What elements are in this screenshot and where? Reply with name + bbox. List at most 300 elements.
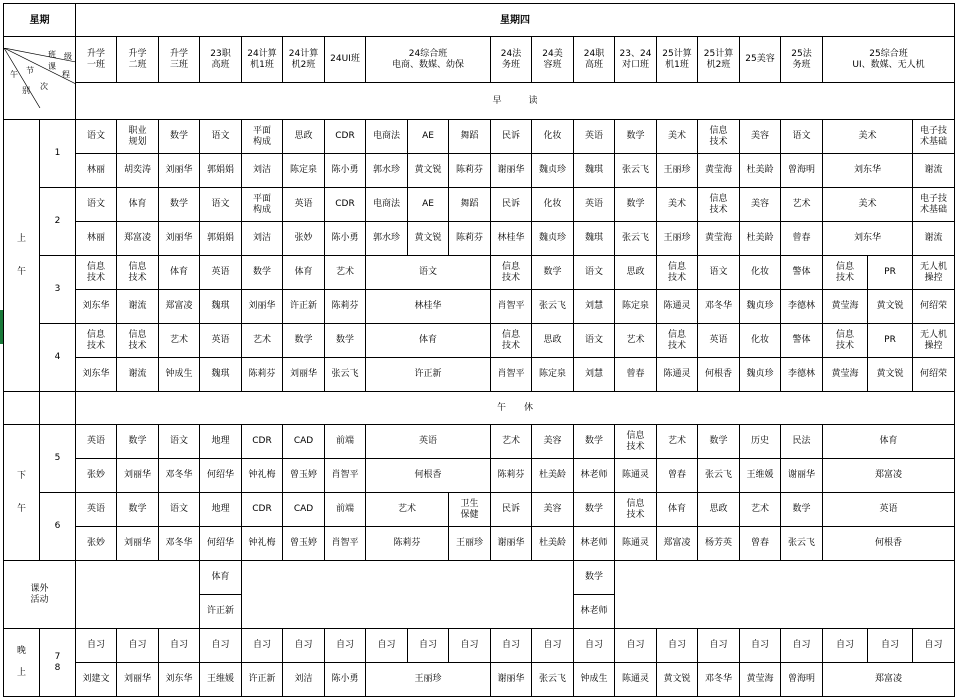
teacher-cell: 何根香: [823, 527, 955, 561]
extra-empty-cell: [242, 561, 574, 629]
subject-cell: 信息 技术: [117, 256, 159, 290]
subject-cell: 信息 技术: [615, 425, 657, 459]
subject-cell: CDR: [242, 425, 283, 459]
teacher-cell: 陈通灵: [615, 663, 657, 697]
teacher-cell: 黄文锐: [868, 358, 913, 392]
section-afternoon: 下 午: [4, 425, 40, 561]
subject-cell: 英语: [366, 425, 491, 459]
subject-cell: 美术: [823, 120, 913, 154]
teacher-cell: 刘丽华: [117, 527, 159, 561]
subject-cell: 英语: [76, 425, 117, 459]
subject-cell: 自习: [76, 629, 117, 663]
subject-cell: 美容: [740, 120, 781, 154]
teacher-cell: 杜美龄: [532, 527, 574, 561]
subject-cell: 信息 技术: [657, 324, 698, 358]
subject-cell: CDR: [325, 188, 366, 222]
subject-cell: 英语: [76, 493, 117, 527]
teacher-cell: 王丽珍: [657, 154, 698, 188]
subject-cell: 自习: [200, 629, 242, 663]
teacher-cell: 郑富凌: [823, 459, 955, 493]
teacher-cell: 黄莹海: [740, 663, 781, 697]
teacher-cell: 杜美龄: [740, 154, 781, 188]
corner-jie: 节: [26, 66, 34, 75]
teacher-cell: 黄文锐: [657, 663, 698, 697]
class-name: 25综合班 UI、数媒、无人机: [823, 37, 955, 83]
noon-break: 午 休: [76, 392, 955, 425]
teacher-cell: 陈通灵: [657, 290, 698, 324]
subject-cell: 数学: [325, 324, 366, 358]
extra-empty-cell: [615, 561, 955, 629]
subject-cell: 语文: [574, 256, 615, 290]
teacher-cell: 黄文锐: [868, 290, 913, 324]
teacher-cell: 黄莹海: [823, 290, 868, 324]
subject-cell: 自习: [781, 629, 823, 663]
subject-cell: 数学: [574, 425, 615, 459]
period-number: 1: [40, 120, 76, 188]
subject-cell: 舞蹈: [449, 188, 491, 222]
teacher-cell: 王丽珍: [366, 663, 491, 697]
section-evening: 晚 上: [4, 629, 40, 697]
teacher-cell: 钟成生: [574, 663, 615, 697]
teacher-cell: 张云飞: [532, 290, 574, 324]
teacher-cell: 刘慧: [574, 290, 615, 324]
class-name: 24美 容班: [532, 37, 574, 83]
teacher-cell: 张妙: [76, 459, 117, 493]
extra-empty-cell: [76, 561, 200, 629]
subject-cell: 美术: [657, 120, 698, 154]
teacher-cell: 李德林: [781, 358, 823, 392]
subject-cell: 数学: [159, 120, 200, 154]
subject-cell: 信息 技术: [615, 493, 657, 527]
teacher-cell: 张妙: [283, 222, 325, 256]
corner-cell: [4, 37, 76, 120]
subject-cell: 信息 技术: [76, 324, 117, 358]
teacher-cell: 何绍华: [200, 527, 242, 561]
teacher-cell: 刘东华: [76, 358, 117, 392]
teacher-cell: 郑富凌: [657, 527, 698, 561]
teacher-cell: 肖智平: [491, 358, 532, 392]
corner-wu: 午: [10, 70, 18, 79]
subject-cell: CDR: [242, 493, 283, 527]
teacher-cell: 何根香: [366, 459, 491, 493]
subject-cell: 舞蹈: [449, 120, 491, 154]
subject-cell: 体育: [657, 493, 698, 527]
subject-cell: 英语: [200, 256, 242, 290]
teacher-cell: 张妙: [76, 527, 117, 561]
subject-cell: 电商法: [366, 120, 408, 154]
subject-cell: 电子技 术基础: [913, 188, 955, 222]
subject-cell: 自习: [117, 629, 159, 663]
subject-cell: 思政: [615, 256, 657, 290]
subject-cell: 英语: [283, 188, 325, 222]
teacher-cell: 黄文锐: [408, 154, 449, 188]
subject-cell: PR: [868, 256, 913, 290]
noon-label-cell: [4, 392, 40, 425]
morning-reading: 早 读: [76, 83, 955, 120]
subject-cell: 信息 技术: [657, 256, 698, 290]
subject-cell: 职业 规划: [117, 120, 159, 154]
teacher-cell: 邓冬华: [698, 290, 740, 324]
teacher-cell: 刘东华: [823, 222, 913, 256]
teacher-cell: 杨芳英: [698, 527, 740, 561]
subject-cell: 英语: [698, 324, 740, 358]
teacher-cell: 刘丽华: [242, 290, 283, 324]
subject-cell: 艺术: [159, 324, 200, 358]
class-name: 25计算 机2班: [698, 37, 740, 83]
teacher-cell: 陈通灵: [615, 459, 657, 493]
subject-cell: 前端: [325, 425, 366, 459]
teacher-cell: 曾春: [740, 527, 781, 561]
subject-cell: AE: [408, 120, 449, 154]
teacher-cell: 谢流: [117, 290, 159, 324]
subject-cell: 卫生 保健: [449, 493, 491, 527]
subject-cell: AE: [408, 188, 449, 222]
teacher-cell: 张云飞: [781, 527, 823, 561]
subject-cell: 艺术: [781, 188, 823, 222]
teacher-cell: 李德林: [781, 290, 823, 324]
subject-cell: 语文: [698, 256, 740, 290]
class-name: 23职 高班: [200, 37, 242, 83]
teacher-cell: 陈通灵: [657, 358, 698, 392]
subject-cell: 艺术: [740, 493, 781, 527]
teacher-cell: 曾海明: [781, 154, 823, 188]
teacher-cell: 黄文锐: [408, 222, 449, 256]
subject-cell: 英语: [574, 188, 615, 222]
subject-cell: 民诉: [491, 188, 532, 222]
teacher-cell: 王维媛: [200, 663, 242, 697]
subject-cell: 化妆: [740, 256, 781, 290]
subject-cell: 语文: [76, 188, 117, 222]
teacher-cell: 谢丽华: [491, 527, 532, 561]
class-name: 24计算 机1班: [242, 37, 283, 83]
teacher-cell: 刘慧: [574, 358, 615, 392]
teacher-cell: 林老师: [574, 459, 615, 493]
period-number: 5: [40, 425, 76, 493]
subject-cell: 自习: [366, 629, 408, 663]
teacher-cell: 郑富凌: [117, 222, 159, 256]
subject-cell: 地理: [200, 493, 242, 527]
subject-cell: 民诉: [491, 120, 532, 154]
teacher-cell: 陈莉芬: [325, 290, 366, 324]
teacher-cell: 魏贞珍: [532, 154, 574, 188]
subject-cell: CDR: [325, 120, 366, 154]
teacher-cell: 曾玉婷: [283, 527, 325, 561]
subject-cell: 艺术: [615, 324, 657, 358]
subject-cell: 自习: [449, 629, 491, 663]
teacher-cell: 谢流: [913, 222, 955, 256]
class-name: 24法 务班: [491, 37, 532, 83]
teacher-cell: 刘建文: [76, 663, 117, 697]
teacher-cell: 邓冬华: [159, 459, 200, 493]
teacher-cell: 陈小勇: [325, 663, 366, 697]
teacher-cell: 林丽: [76, 154, 117, 188]
teacher-cell: 曾春: [615, 358, 657, 392]
corner-ban: 班: [48, 50, 56, 59]
subject-cell: 化妆: [740, 324, 781, 358]
class-name: 升学 三班: [159, 37, 200, 83]
teacher-cell: 张云飞: [615, 222, 657, 256]
corner-ke: 课: [48, 62, 56, 71]
class-name: 25法 务班: [781, 37, 823, 83]
subject-cell: 数学: [117, 493, 159, 527]
subject-cell: 平面 构成: [242, 120, 283, 154]
subject-cell: 信息 技术: [76, 256, 117, 290]
teacher-cell: 谢丽华: [491, 663, 532, 697]
section-morning: 上 午: [4, 120, 40, 392]
teacher-cell: 谢丽华: [491, 154, 532, 188]
teacher-cell: 林桂华: [366, 290, 491, 324]
subject-cell: 信息 技术: [698, 120, 740, 154]
subject-cell: 自习: [615, 629, 657, 663]
teacher-cell: 肖智平: [325, 459, 366, 493]
teacher-cell: 刘东华: [76, 290, 117, 324]
subject-cell: 数学: [781, 493, 823, 527]
teacher-cell: 陈莉芬: [242, 358, 283, 392]
teacher-cell: 刘丽华: [283, 358, 325, 392]
teacher-cell: 何绍荣: [913, 290, 955, 324]
teacher-cell: 陈莉芬: [491, 459, 532, 493]
corner-ci: 次: [40, 82, 48, 91]
teacher-cell: 杜美龄: [532, 459, 574, 493]
subject-cell: 信息 技术: [117, 324, 159, 358]
subject-cell: 自习: [491, 629, 532, 663]
teacher-cell: 许正新: [242, 663, 283, 697]
subject-cell: 数学: [698, 425, 740, 459]
teacher-cell: 郑富凌: [159, 290, 200, 324]
subject-cell: 自习: [242, 629, 283, 663]
subject-cell: 自习: [532, 629, 574, 663]
subject-cell: 数学: [574, 561, 615, 595]
subject-cell: 数学: [159, 188, 200, 222]
teacher-cell: 钟礼梅: [242, 527, 283, 561]
teacher-cell: 郑富凌: [823, 663, 955, 697]
subject-cell: 无人机 操控: [913, 324, 955, 358]
subject-cell: 信息 技术: [823, 256, 868, 290]
subject-cell: 体育: [366, 324, 491, 358]
subject-cell: 语文: [159, 493, 200, 527]
teacher-cell: 黄莹海: [823, 358, 868, 392]
teacher-cell: 黄莹海: [698, 222, 740, 256]
teacher-cell: 王丽珍: [657, 222, 698, 256]
subject-cell: CAD: [283, 425, 325, 459]
teacher-cell: 曾海明: [781, 663, 823, 697]
class-name: 23、24 对口班: [615, 37, 657, 83]
corner-ji: 级: [64, 52, 72, 61]
subject-cell: 自习: [159, 629, 200, 663]
teacher-cell: 魏琪: [574, 222, 615, 256]
timetable: [3, 3, 955, 697]
teacher-cell: 许正新: [366, 358, 491, 392]
subject-cell: 自习: [913, 629, 955, 663]
teacher-cell: 钟成生: [159, 358, 200, 392]
subject-cell: 数学: [242, 256, 283, 290]
period-number: 7 8: [40, 629, 76, 697]
teacher-cell: 刘丽华: [117, 459, 159, 493]
subject-cell: 艺术: [242, 324, 283, 358]
teacher-cell: 王维媛: [740, 459, 781, 493]
teacher-cell: 郭娟娟: [200, 154, 242, 188]
teacher-cell: 王丽珍: [449, 527, 491, 561]
subject-cell: 美术: [823, 188, 913, 222]
teacher-cell: 魏贞珍: [740, 290, 781, 324]
period-number: 6: [40, 493, 76, 561]
teacher-cell: 何绍荣: [913, 358, 955, 392]
subject-cell: 艺术: [657, 425, 698, 459]
subject-cell: 地理: [200, 425, 242, 459]
subject-cell: 艺术: [366, 493, 449, 527]
teacher-cell: 魏琪: [200, 290, 242, 324]
subject-cell: 自习: [698, 629, 740, 663]
teacher-cell: 魏贞珍: [532, 222, 574, 256]
subject-cell: 民法: [781, 425, 823, 459]
subject-cell: 语文: [200, 120, 242, 154]
teacher-cell: 陈莉芬: [449, 222, 491, 256]
teacher-cell: 陈小勇: [325, 154, 366, 188]
teacher-cell: 陈定泉: [532, 358, 574, 392]
subject-cell: 体育: [283, 256, 325, 290]
teacher-cell: 胡奕涛: [117, 154, 159, 188]
subject-cell: 艺术: [325, 256, 366, 290]
subject-cell: 语文: [366, 256, 491, 290]
teacher-cell: 刘东华: [823, 154, 913, 188]
teacher-cell: 肖智平: [491, 290, 532, 324]
subject-cell: 信息 技术: [823, 324, 868, 358]
teacher-cell: 陈通灵: [615, 527, 657, 561]
subject-cell: 美容: [532, 493, 574, 527]
subject-cell: 美容: [532, 425, 574, 459]
teacher-cell: 郭水珍: [366, 222, 408, 256]
teacher-cell: 许正新: [200, 595, 242, 629]
teacher-cell: 何根香: [698, 358, 740, 392]
teacher-cell: 林老师: [574, 595, 615, 629]
teacher-cell: 张云飞: [698, 459, 740, 493]
class-name: 24计算 机2班: [283, 37, 325, 83]
teacher-cell: 谢丽华: [781, 459, 823, 493]
teacher-cell: 曾春: [657, 459, 698, 493]
teacher-cell: 陈小勇: [325, 222, 366, 256]
subject-cell: 自习: [657, 629, 698, 663]
subject-cell: 英语: [200, 324, 242, 358]
subject-cell: 化妆: [532, 188, 574, 222]
subject-cell: 艺术: [491, 425, 532, 459]
subject-cell: 化妆: [532, 120, 574, 154]
teacher-cell: 许正新: [283, 290, 325, 324]
weekday-header-label: 星期: [4, 4, 76, 37]
teacher-cell: 谢流: [913, 154, 955, 188]
subject-cell: 数学: [615, 188, 657, 222]
subject-cell: 数学: [615, 120, 657, 154]
subject-cell: 数学: [117, 425, 159, 459]
teacher-cell: 邓冬华: [159, 527, 200, 561]
teacher-cell: 陈定泉: [283, 154, 325, 188]
teacher-cell: 林桂华: [491, 222, 532, 256]
subject-cell: 自习: [283, 629, 325, 663]
teacher-cell: 魏贞珍: [740, 358, 781, 392]
teacher-cell: 郭水珍: [366, 154, 408, 188]
class-name: 24职 高班: [574, 37, 615, 83]
subject-cell: 数学: [532, 256, 574, 290]
subject-cell: 历史: [740, 425, 781, 459]
teacher-cell: 杜美龄: [740, 222, 781, 256]
class-header-row: [4, 37, 955, 83]
class-name: 升学 二班: [117, 37, 159, 83]
teacher-cell: 魏琪: [200, 358, 242, 392]
subject-cell: 思政: [283, 120, 325, 154]
teacher-cell: 郭娟娟: [200, 222, 242, 256]
subject-cell: 体育: [823, 425, 955, 459]
subject-cell: 前端: [325, 493, 366, 527]
subject-cell: 信息 技术: [698, 188, 740, 222]
subject-cell: 美术: [657, 188, 698, 222]
subject-cell: 警体: [781, 324, 823, 358]
teacher-cell: 刘丽华: [117, 663, 159, 697]
subject-cell: 思政: [698, 493, 740, 527]
teacher-cell: 林丽: [76, 222, 117, 256]
teacher-cell: 张云飞: [532, 663, 574, 697]
teacher-cell: 邓冬华: [698, 663, 740, 697]
teacher-cell: 肖智平: [325, 527, 366, 561]
period-number: 3: [40, 256, 76, 324]
teacher-cell: 刘东华: [159, 663, 200, 697]
subject-cell: 信息 技术: [491, 324, 532, 358]
subject-cell: 自习: [823, 629, 868, 663]
subject-cell: 无人机 操控: [913, 256, 955, 290]
subject-cell: 英语: [574, 120, 615, 154]
teacher-cell: 刘洁: [242, 154, 283, 188]
teacher-cell: 钟礼梅: [242, 459, 283, 493]
subject-cell: 自习: [325, 629, 366, 663]
subject-cell: 语文: [781, 120, 823, 154]
subject-cell: 信息 技术: [491, 256, 532, 290]
subject-cell: 体育: [200, 561, 242, 595]
subject-cell: 英语: [823, 493, 955, 527]
corner-cheng: 程: [62, 70, 70, 79]
subject-cell: 数学: [574, 493, 615, 527]
subject-cell: 电商法: [366, 188, 408, 222]
period-number: 4: [40, 324, 76, 392]
teacher-cell: 刘丽华: [159, 154, 200, 188]
class-name: 25美容: [740, 37, 781, 83]
teacher-cell: 陈莉芬: [449, 154, 491, 188]
teacher-cell: 陈莉芬: [366, 527, 449, 561]
teacher-cell: 曾春: [781, 222, 823, 256]
subject-cell: 语文: [200, 188, 242, 222]
subject-cell: 自习: [740, 629, 781, 663]
teacher-cell: 魏琪: [574, 154, 615, 188]
teacher-cell: 林老师: [574, 527, 615, 561]
noon-period-cell: [40, 392, 76, 425]
subject-cell: 自习: [408, 629, 449, 663]
subject-cell: 警体: [781, 256, 823, 290]
subject-cell: 体育: [117, 188, 159, 222]
class-name: 25计算 机1班: [657, 37, 698, 83]
teacher-cell: 谢流: [117, 358, 159, 392]
teacher-cell: 刘丽华: [159, 222, 200, 256]
subject-cell: 语文: [76, 120, 117, 154]
subject-cell: CAD: [283, 493, 325, 527]
subject-cell: 自习: [868, 629, 913, 663]
class-name: 24综合班 电商、数媒、幼保: [366, 37, 491, 83]
subject-cell: 美容: [740, 188, 781, 222]
teacher-cell: 刘洁: [283, 663, 325, 697]
class-name: 升学 一班: [76, 37, 117, 83]
corner-bie: 别: [22, 86, 30, 95]
class-name: 24UI班: [325, 37, 366, 83]
subject-cell: PR: [868, 324, 913, 358]
teacher-cell: 黄莹海: [698, 154, 740, 188]
weekday-title: 星期四: [76, 4, 955, 37]
teacher-cell: 刘洁: [242, 222, 283, 256]
